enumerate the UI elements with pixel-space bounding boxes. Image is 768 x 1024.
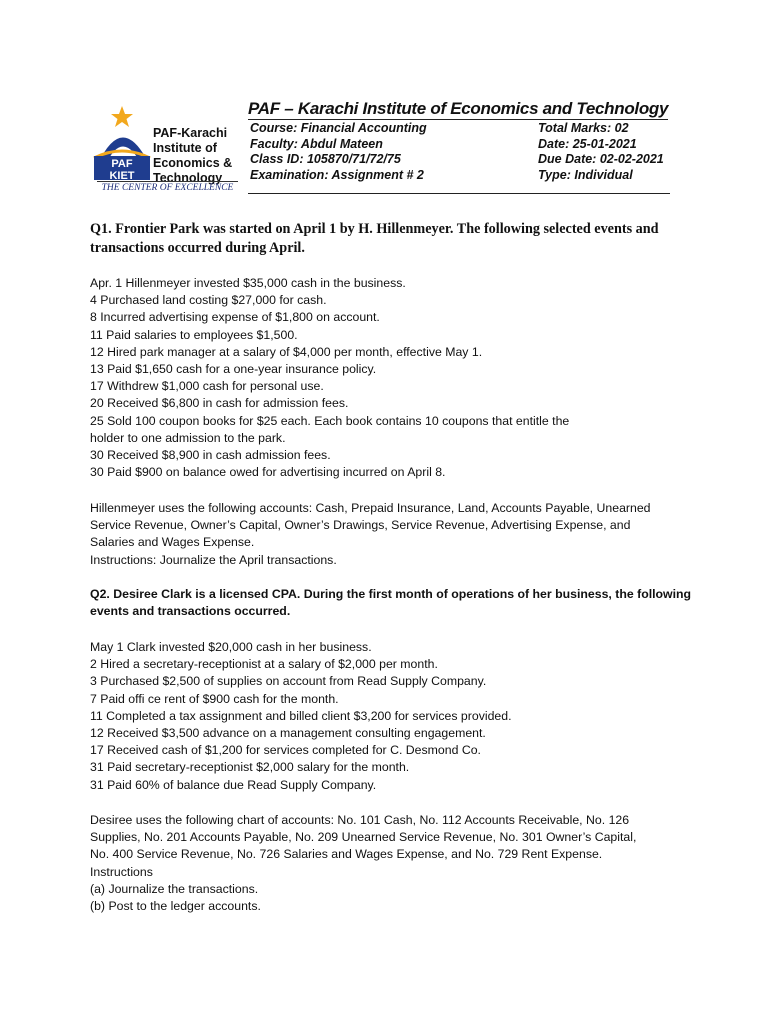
accounts-line: No. 400 Service Revenue, No. 726 Salaries and Wages Expense, and No. 729 Rent Expense. [90, 847, 603, 862]
q2-heading-line: Q2. Desiree Clark is a licensed CPA. During the first month of operations of her business, the following [90, 587, 692, 601]
logo-star-icon [111, 106, 133, 127]
institute-title: PAF – Karachi Institute of Economics and Technology [248, 99, 669, 118]
transaction-line: 4 Purchased land costing $27,000 for cash. [90, 293, 327, 308]
q2-instructions-label: Instructions [90, 864, 153, 879]
q2-instruction: (a) Journalize the transactions. [90, 881, 259, 896]
transaction-line: 17 Received cash of $1,200 for services completed for C. Desmond Co. [90, 743, 481, 758]
transaction-line: 3 Purchased $2,500 of supplies on account from Read Supply Company. [90, 674, 487, 689]
logo-line: Technology [153, 171, 223, 185]
transaction-line: holder to one admission to the park. [90, 430, 286, 445]
transaction-line: 7 Paid offi ce rent of $900 cash for the month. [90, 691, 339, 706]
logo-badge-bottom: KIET [109, 170, 135, 182]
logo-tagline: THE CENTER OF EXCELLENCE [97, 181, 238, 195]
q2-instruction: (b) Post to the ledger accounts. [90, 899, 261, 914]
course-name: Course: Financial Accounting [250, 121, 427, 135]
transaction-line: 11 Paid salaries to employees $1,500. [90, 327, 298, 342]
q2-heading-line: events and transactions occurred. [90, 604, 291, 619]
transaction-line: 8 Incurred advertising expense of $1,800 on account. [90, 310, 380, 325]
assignment-info [538, 121, 664, 183]
transaction-line: 25 Sold 100 coupon books for $25 each. Each book contains 10 coupons that entitle the [90, 413, 570, 428]
transaction-line: 12 Received $3,500 advance on a management consulting engagement. [90, 726, 486, 741]
transaction-line: May 1 Clark invested $20,000 cash in her business. [90, 640, 372, 654]
q1-heading: Q1. Frontier Park was started on April 1 by H. Hillenmeyer. The following selected events and transactions occurred during April. [90, 221, 659, 256]
examination: Examination: Assignment # 2 [250, 167, 424, 182]
faculty-name: Faculty: Abdul Mateen [250, 136, 383, 151]
accounts-line: Desiree uses the following chart of accounts: No. 101 Cash, No. 112 Accounts Receivable, No. 126 [90, 813, 630, 827]
transaction-line: Apr. 1 Hillenmeyer invested $35,000 cash in the business. [90, 276, 406, 290]
q2-heading [90, 586, 690, 620]
transaction-line: 11 Completed a tax assignment and billed client $3,200 for services provided. [90, 708, 512, 723]
transaction-line: 12 Hired park manager at a salary of $4,000 per month, effective May 1. [90, 344, 483, 359]
accounts-line: Service Revenue, Owner’s Capital, Owner’s Drawings, Service Revenue, Advertising Expense, and [90, 518, 631, 533]
transaction-line: 13 Paid $1,650 cash for a one-year insurance policy. [90, 362, 377, 377]
logo-line: Institute of [153, 141, 217, 155]
transaction-line: 30 Received $8,900 in cash admission fees. [90, 448, 331, 463]
accounts-line: Hillenmeyer uses the following accounts: Cash, Prepaid Insurance, Land, Accounts Payable, Unearned [90, 501, 651, 515]
transaction-line: 31 Paid 60% of balance due Read Supply Company. [90, 777, 377, 792]
assignment-type: Type: Individual [538, 167, 633, 182]
accounts-line: Salaries and Wages Expense. [90, 535, 255, 550]
logo-badge-top: PAF [111, 158, 133, 170]
transaction-line: 30 Paid $900 on balance owed for advertising incurred on April 8. [90, 465, 446, 480]
accounts-line: Supplies, No. 201 Accounts Payable, No. 209 Unearned Service Revenue, No. 301 Owner’s Capital, [90, 830, 637, 845]
q2-accounts [90, 812, 690, 915]
total-marks: Total Marks: 02 [538, 121, 629, 135]
q1-accounts [90, 500, 690, 569]
class-id: Class ID: 105870/71/72/75 [250, 152, 401, 166]
q2-transactions [90, 639, 690, 794]
transaction-line: 2 Hired a secretary-receptionist at a salary of $2,000 per month. [90, 657, 438, 672]
title-divider [248, 119, 668, 120]
issue-date: Date: 25-01-2021 [538, 136, 637, 151]
header-divider [248, 193, 670, 194]
transaction-line: 31 Paid secretary-receptionist $2,000 salary for the month. [90, 760, 410, 775]
logo-wordmark [153, 126, 232, 186]
course-info [250, 121, 427, 183]
q1-instructions: Instructions: Journalize the April transactions. [90, 552, 337, 567]
q1-transactions [90, 275, 690, 481]
transaction-line: 17 Withdrew $1,000 cash for personal use. [90, 379, 324, 394]
due-date: Due Date: 02-02-2021 [538, 152, 664, 166]
logo-line: Economics & [153, 156, 233, 170]
transaction-line: 20 Received $6,800 in cash for admission fees. [90, 396, 349, 411]
logo-line: PAF-Karachi [153, 126, 228, 140]
